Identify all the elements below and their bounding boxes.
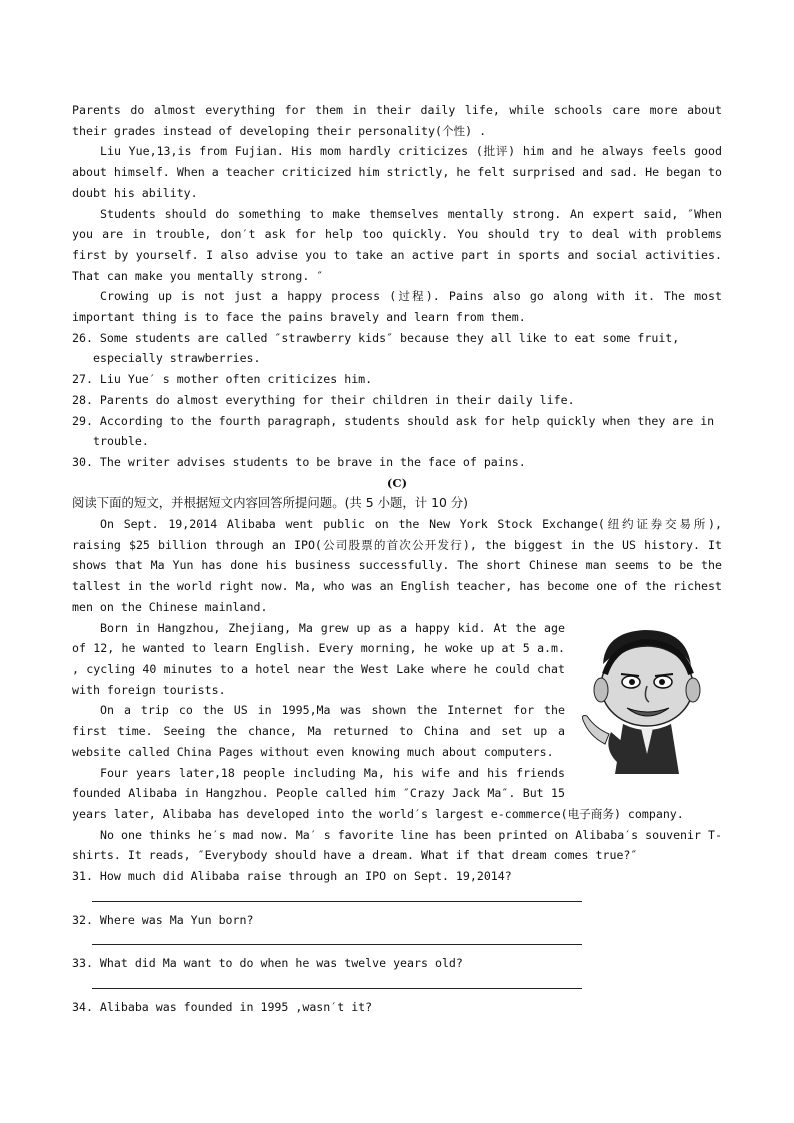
question-34: 34. Alibaba was founded in 1995 ,wasn′t it? (72, 1000, 373, 1015)
document-page (72, 100, 722, 1018)
passage-c-paragraph-3: On a trip co the US in 1995,Ma was shown the Internet for the first time. Seeing the chance, Ma returned to China and set up a website called China Pages without even knowing much about computers. (72, 703, 565, 759)
caricature-icon (575, 624, 715, 784)
statement-28: 28. Parents do almost everything for their children in their daily life. (72, 392, 575, 407)
section-c-label: (C) (386, 475, 408, 490)
statement-29: 29. According to the fourth paragraph, students should ask for help quickly when they are in trouble. (72, 413, 715, 449)
question-31: 31. How much did Alibaba raise through an IPO on Sept. 19,2014? (72, 869, 512, 884)
passage-c-paragraph-2: Born in Hangzhou, Zhejiang, Ma grew up as a happy kid. At the age of 12, he wanted to learn English. Every morning, he woke up at 5 a.m. , cycling 40 minutes to a hotel near the West Lake where he could chat with foreign tourists. (72, 620, 565, 697)
passage-c-paragraph-4: Four years later,18 people including Ma, his wife and his friends founded Alibaba in Hangzhou. People called him ″Crazy Jack Ma″. But 15 years later, Alibaba has developed into the world′s largest e-commerce(电子商务) company. (72, 765, 684, 821)
passage-b-paragraph-1: Parents do almost everything for them in their daily life, while schools care more about their grades instead of developing their personality(个性) . (72, 103, 722, 138)
answer-line-31[interactable] (92, 891, 582, 902)
answer-line-32[interactable] (92, 934, 582, 945)
statement-27: 27. Liu Yue′ s mother often criticizes him. (72, 372, 373, 387)
passage-b-paragraph-2: Liu Yue,13,is from Fujian. His mom hardly criticizes (批评) him and he always feels good about himself. When a teacher criticized him strictly, he felt surprised and sad. He began to doubt his ability. (72, 144, 722, 200)
section-c-instruction: 阅读下面的短文，并根据短文内容回答所提问题。(共 5 小题，计 10 分) (72, 495, 469, 511)
statement-26: 26. Some students are called ″strawberry kids″ because they all like to eat some fruit, especially strawberries. (72, 330, 680, 366)
statement-30: 30. The writer advises students to be brave in the face of pains. (72, 454, 526, 469)
question-33: 33. What did Ma want to do when he was twelve years old? (72, 956, 463, 971)
passage-b-paragraph-4: Crowing up is not just a happy process (过程). Pains also go along with it. The most important thing is to face the pains bravely and learn from them. (72, 289, 722, 325)
answer-line-33[interactable] (92, 978, 582, 989)
passage-b-paragraph-3: Students should do something to make themselves mentally strong. An expert said, ″When you are in trouble, don′t ask for help too quickly. You should try to deal with problems first by yourself. I also advise you to take an active part in sports and social activities. That can make you mentally strong. ″ (72, 206, 722, 283)
passage-c-paragraph-1-text: On Sept. 19,2014 Alibaba went public on the New York Stock Exchange(纽约证券交易所), raising $25 billion through an IPO(公司股票的首次公开发行), the biggest in the US history. It shows that Ma Yun has done his business successfully. The short Chinese man seems to be the tallest in the world right now. Ma, who was an English teacher, has become one of the richest men on the Chinese mainland. (72, 517, 722, 614)
question-32: 32. Where was Ma Yun born? (72, 912, 254, 927)
passage-c-paragraph-1 (72, 514, 722, 618)
passage-c-paragraph-5: No one thinks he′s mad now. Ma′ s favorite line has been printed on Alibaba′s souvenir T-shirts. It reads, ″Everybody should have a dream. What if that dream comes true?″ (72, 827, 722, 863)
caricature-illustration (575, 624, 715, 784)
